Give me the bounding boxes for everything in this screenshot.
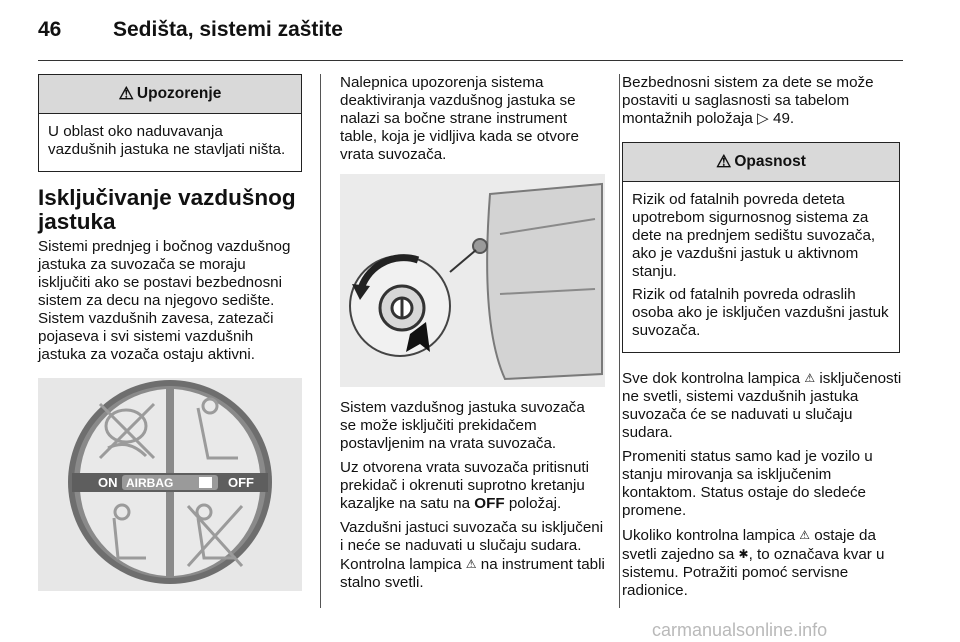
section-title: Isključivanje vazdušnog jastuka xyxy=(38,185,296,234)
middle-paragraph-3-text-a: Uz otvorena vrata suvozača pritisnuti prekidač i okrenuti suprotno kretanju kazaljke na satu na xyxy=(340,459,590,512)
watermark: carmanualsonline.info xyxy=(652,620,828,640)
middle-paragraph-3 xyxy=(340,459,605,513)
right-paragraph-1 xyxy=(622,74,902,128)
right-column xyxy=(622,74,902,606)
middle-paragraph-3-text-b: položaj. xyxy=(504,495,562,512)
middle-paragraph-1: Nalepnica upozorenja sistema deaktiviranja vazdušnog jastuka se nalazi sa bočne strane instrument table, koja je vidljiva kada se otvore vrata suvozača. xyxy=(340,74,579,163)
danger-box-text-2: Rizik od fatalnih povreda odraslih osoba ako je isključen vazdušni jastuk suvozača. xyxy=(632,286,889,339)
door-switch-figure xyxy=(340,174,605,387)
airbag-off-lamp-icon: ⚠ xyxy=(465,557,477,571)
right-paragraph-4-text-c: , to označava kvar u sistemu. Potražiti pomoć servisne radionice. xyxy=(622,546,885,599)
left-column xyxy=(38,74,302,591)
middle-paragraph-4-text-a: Vazdušni jastuci suvozača su isključeni i neće se naduvati u slučaju sudara. Kontrolna lampica xyxy=(340,519,604,573)
right-paragraph-2-text-b: isključenosti ne svetli, sistemi vazdušnih jastuka suvozača će se naduvati u slučaju sudara. xyxy=(622,370,902,441)
column-divider-2 xyxy=(619,74,620,608)
right-paragraph-3: Promeniti status samo kad je vozilo u stanju mirovanja sa isključenim kontaktom. Status ostaje do sledeće promene. xyxy=(622,448,873,519)
airbag-label-on: ON xyxy=(98,475,118,490)
warning-box-text: U oblast oko naduvavanja vazdušnih jastuka ne stavljati ništa. xyxy=(48,123,286,158)
middle-paragraph-4-text-b: na instrument tabli stalno svetli. xyxy=(340,556,605,591)
middle-column xyxy=(340,74,605,598)
airbag-label-figure xyxy=(38,378,302,591)
right-paragraph-4-text-a: Ukoliko kontrolna lampica xyxy=(622,527,800,544)
warning-box-header xyxy=(39,75,301,114)
column-divider-1 xyxy=(320,74,321,608)
warning-triangle-icon: ⚠ xyxy=(118,84,134,103)
danger-box-body xyxy=(623,182,899,352)
middle-paragraph-4 xyxy=(340,519,605,592)
page-reference-link[interactable]: 49. xyxy=(773,110,795,127)
warning-triangle-icon: ⚠ xyxy=(716,152,732,171)
off-position-label: OFF xyxy=(474,495,505,512)
airbag-off-lamp-icon: ⚠ xyxy=(804,371,816,385)
danger-box-header xyxy=(623,143,899,182)
section-paragraph: Sistemi prednjeg i bočnog vazdušnog jastuka za suvozača se moraju isključiti ako se postavi bezbednosni sistem za decu na njegovo sedište. Sistem vazdušnih zavesa, zatezači pojaseva i svi sistemi vazdušnih jastuka za vozača ostaju aktivni. xyxy=(38,238,291,363)
right-paragraph-2-text-a: Sve dok kontrolna lampica xyxy=(622,370,805,387)
right-paragraph-2 xyxy=(622,369,902,442)
page-number: 46 xyxy=(38,18,62,41)
page-title: Sedišta, sistemi zaštite xyxy=(113,18,343,41)
airbag-label-airbag: AIRBAG xyxy=(126,476,174,490)
arrow-ref-icon: ▷ xyxy=(757,110,773,127)
header-rule xyxy=(38,60,903,61)
airbag-lamp-icon: ✱ xyxy=(738,547,749,561)
danger-box-title: Opasnost xyxy=(734,153,806,170)
middle-paragraph-2: Sistem vazdušnog jastuka suvozača se može isključiti prekidačem postavljenim na vrata suvozača. xyxy=(340,399,585,452)
right-paragraph-4 xyxy=(622,526,902,600)
airbag-off-lamp-icon: ⚠ xyxy=(799,528,811,542)
door-switch-illustration xyxy=(340,174,605,387)
airbag-label-off: OFF xyxy=(228,475,254,490)
warning-box xyxy=(38,74,302,172)
danger-box xyxy=(622,142,900,353)
airbag-label-illustration xyxy=(38,378,302,591)
warning-box-body xyxy=(39,114,301,171)
right-paragraph-4-text-b: ostaje da svetli zajedno sa xyxy=(622,527,876,563)
danger-box-text-1: Rizik od fatalnih povreda deteta upotrebom sigurnosnog sistema za dete na prednjem sedištu suvozača, ako je vazdušni jastuk u aktivnom stanju. xyxy=(632,191,876,280)
right-paragraph-1-text: Bezbednosni sistem za dete se može postaviti u saglasnosti sa tabelom montažnih položaja xyxy=(622,74,874,127)
warning-box-title: Upozorenje xyxy=(136,85,222,102)
